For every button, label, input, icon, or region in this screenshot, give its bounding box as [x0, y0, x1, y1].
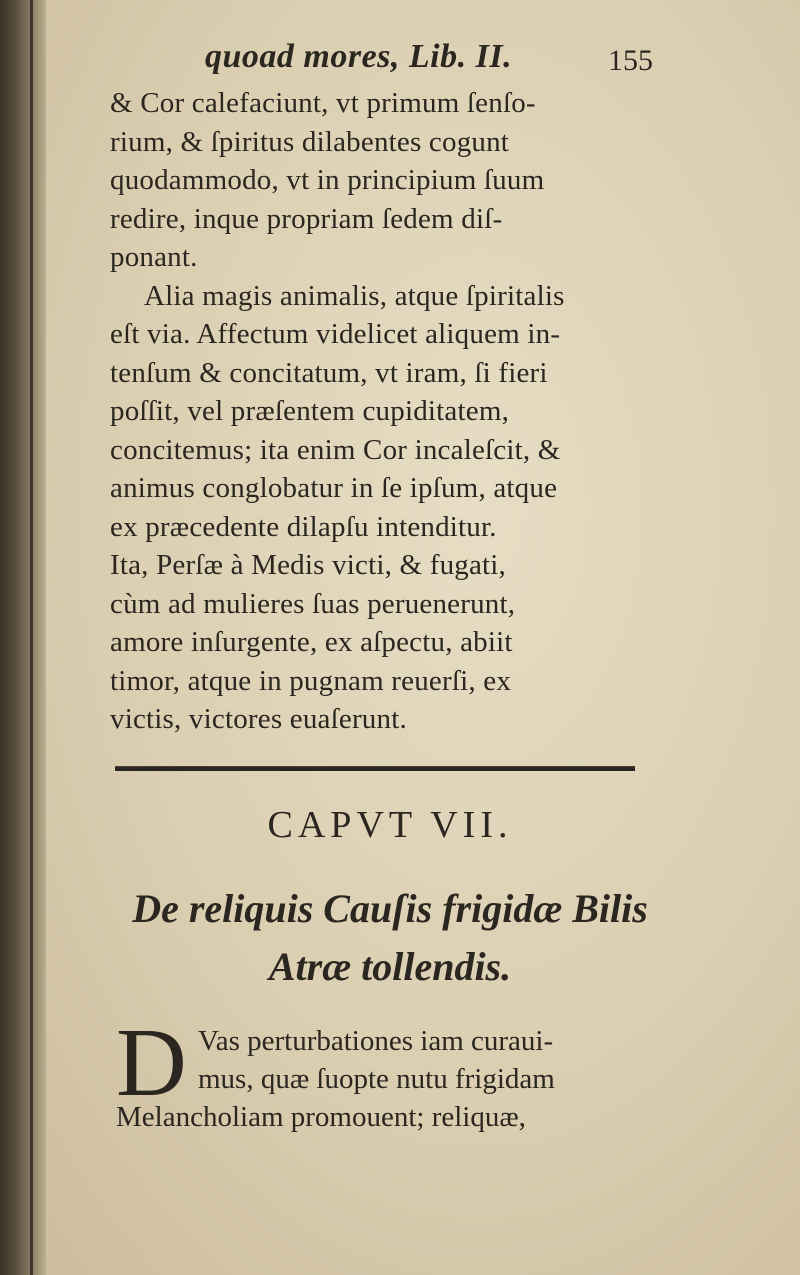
text-line: Alia magis animalis, atque ſpiritalis: [144, 279, 565, 312]
chapter-subtitle-line-1: De reliquis Cauſis frigidæ Bilis: [132, 886, 648, 931]
text-line: concitemus; ita enim Cor incaleſcit, &: [110, 433, 561, 466]
text-line: poſſit, vel præſentem cupiditatem,: [110, 395, 510, 427]
running-head: quoad mores, Lib. II.: [205, 38, 513, 75]
chapter-subtitle-line-2: Atræ tollendis.: [268, 944, 512, 989]
text-line: timor, atque in pugnam reuerſi, ex: [110, 664, 512, 697]
text-line: redire, inque propriam ſedem diſ-: [110, 202, 503, 235]
text-line: ponant.: [110, 241, 198, 273]
text-line: ex præcedente dilapſu intenditur.: [110, 510, 497, 543]
drop-cap: D: [116, 1009, 187, 1117]
text-line: cùm ad mulieres ſuas peruenerunt,: [110, 587, 516, 620]
text-line: & Cor calefaciunt, vt primum ſenſo-: [110, 87, 536, 119]
text-line: Ita, Perſæ à Medis victi, & fugati,: [110, 549, 507, 581]
text-line: tenſum & concitatum, vt iram, ſi fieri: [110, 356, 548, 389]
section-divider-rule: [115, 766, 635, 771]
text-line: quodammodo, vt in principium ſuum: [110, 164, 545, 196]
paragraph-1: [110, 84, 670, 739]
book-binding: [0, 0, 46, 1275]
text-line: animus conglobatur in ſe ipſum, atque: [110, 472, 558, 504]
text-line: victis, victores euaſerunt.: [110, 703, 407, 735]
binding-edge: [30, 0, 33, 1275]
paragraph-2: [116, 1009, 676, 1136]
text-line: mus, quæ ſuopte nutu frigidam: [198, 1063, 555, 1095]
chapter-title: CAPVT VII.: [267, 804, 513, 846]
text-line: Vas perturbationes iam curaui-: [198, 1025, 554, 1057]
page-number: 155: [608, 44, 653, 77]
text-line: eſt via. Affectum videlicet aliquem in-: [110, 318, 561, 350]
text-line: amore inſurgente, ex aſpectu, abiit: [110, 626, 513, 658]
text-line: rium, & ſpiritus dilabentes cogunt: [110, 125, 510, 158]
text-line: Melancholiam promouent; reliquæ,: [116, 1101, 526, 1133]
page-header: [205, 32, 665, 80]
